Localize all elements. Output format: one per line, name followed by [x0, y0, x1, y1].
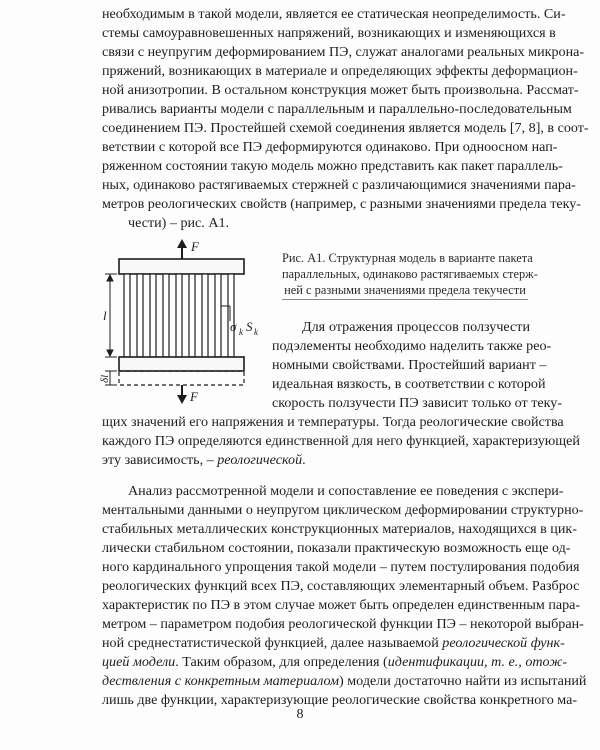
text-run: . Таким образом, для определения (: [175, 654, 388, 670]
text-line: ветствии с которой все ПЭ деформируются одинаково. При одноосном нап-: [102, 139, 558, 155]
text-run: ) модели достаточно найти из испытаний: [339, 673, 587, 689]
caption-divider: [282, 299, 528, 300]
length-label: l: [103, 308, 107, 323]
caption-line: параллельных, одинаково растягиваемых стерж-: [282, 267, 538, 281]
elongation-label: δl: [99, 374, 111, 383]
emphasis-text: реологической функ-: [442, 635, 565, 651]
text-line: ной анизотропии. В остальном конструкция может быть произвольна. Рассмат-: [102, 82, 579, 98]
stress-label: σ: [230, 319, 237, 334]
area-label: S: [246, 319, 253, 334]
text-line: метром – параметром подобия реологической функции ПЭ – некоторой выбран-: [102, 616, 584, 632]
text-line: Для отражения процессов ползучести: [302, 319, 530, 335]
text-line: стабильных металлических конструкционных материалов, находящихся в цик-: [102, 521, 577, 537]
text-line: лически стабильном состоянии, показали практическую возможность еще од-: [102, 540, 571, 556]
top-plate: [119, 259, 244, 274]
top-force-label: F: [191, 239, 199, 254]
text-run: эту зависимость, –: [102, 452, 214, 468]
stress-subscript: k: [239, 327, 243, 337]
rods: [124, 274, 234, 357]
text-line: ряженном состоянии такую модель можно представить как пакет параллель-: [102, 158, 563, 174]
text-line: пряжений, возникающих в материале и определяющих эффекты деформацион-: [102, 63, 578, 79]
text-line: связи с неупругим деформированием ПЭ, служат аналогами реальных микрона-: [102, 44, 585, 60]
text-line: номными свойствами. Простейший вариант –: [272, 357, 547, 373]
text-line: идеальная вязкость, в соответствии с которой: [272, 376, 546, 392]
text-line: [102, 451, 530, 470]
text-line: чести) – рис. А1.: [128, 215, 230, 231]
text-line: каждого ПЭ определяются единственной для него функцией, характеризующей: [102, 433, 580, 449]
text-line: Анализ рассмотренной модели и сопоставление ее поведения с экспери-: [128, 483, 564, 499]
text-line: реологических функций всех ПЭ, составляющих элементарный объем. Разброс: [102, 578, 580, 594]
text-line: [102, 634, 565, 653]
text-line: лишь две функции, характеризующие реологические свойства конкретного ма-: [102, 692, 578, 708]
page-number: 8: [296, 707, 304, 722]
bottom-force-label: F: [190, 389, 198, 404]
top-force-arrow: [177, 239, 187, 259]
text-line: ривались варианты модели с параллельным и параллельно-последовательным: [102, 101, 572, 117]
text-line: [102, 672, 587, 691]
area-subscript: k: [254, 327, 258, 337]
emphasis-text: цией модели: [102, 654, 176, 670]
text-line: метров реологических свойств (например, с разными значениями предела теку-: [102, 196, 581, 212]
text-line: [102, 653, 568, 672]
emphasis-text: идентификации, т. е., отож-: [387, 654, 568, 670]
bottom-force-arrow: [177, 385, 187, 404]
emphasis-text: реологической: [217, 452, 303, 468]
bottom-plate: [119, 357, 244, 371]
text-line: характеристик по ПЭ в этом случае может быть определен единственным пара-: [102, 597, 581, 613]
text-run: .: [302, 452, 306, 468]
emphasis-text: дествления с конкретным материалом: [102, 673, 340, 689]
text-line: стемы самоуравновешенных напряжений, возникающих и изменяющихся в: [102, 25, 556, 41]
text-line: соединением ПЭ. Простейшей схемой соединения является модель [7, 8], в соот-: [102, 120, 589, 136]
caption-line: ней с разными значениями предела текучести: [284, 283, 526, 297]
text-line: необходимым в такой модели, является ее статическая неопределимость. Си-: [102, 6, 566, 22]
text-line: подэлементы необходимо наделить также рео-: [272, 338, 552, 354]
text-line: ного кардинального упрощения такой модели – путем постулирования подобия: [102, 559, 580, 575]
text-line: ных, одинаково растягиваемых стержней с различающимися значениями пара-: [102, 177, 576, 193]
text-line: скорость ползучести ПЭ зависит только от теку-: [272, 395, 563, 411]
length-dimension: [105, 274, 117, 357]
text-line: щих значений его напряжения и температуры. Тогда реологические свойства: [102, 414, 564, 430]
displaced-plate: [119, 371, 244, 385]
caption-line: Рис. А1. Структурная модель в варианте пакета: [282, 251, 533, 265]
text-line: ментальными данными о неупругом циклическом деформировании структурно-: [102, 502, 584, 518]
text-run: ной среднестатистической функцией, далее называемой: [102, 635, 439, 651]
